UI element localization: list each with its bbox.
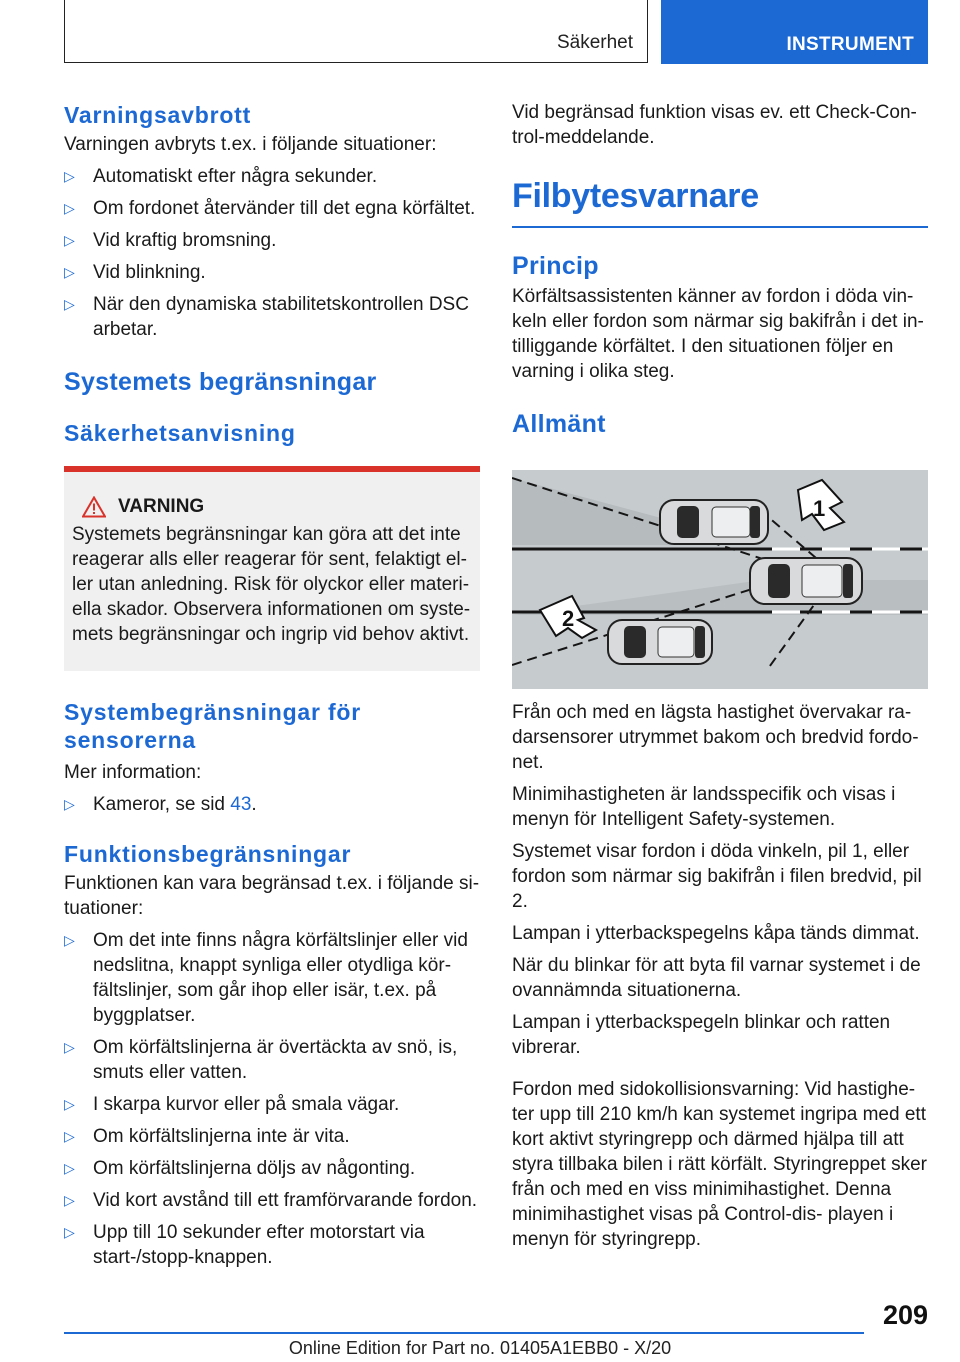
list-item: ▷ Kameror, se sid 43. [64, 792, 480, 817]
warning-text: Systemets begränsningar kan göra att det inte reagerar alls eller reagerar för sent, felaktigt el- ler utan anledning. Risk för olyckor eller materi- ella skador. Observera informationen om syste- mets begränsningar och ingrip vid behov aktivt. [72, 524, 471, 645]
warning-title: VARNING [118, 496, 205, 517]
left-column [64, 100, 480, 448]
header-section-label: Säkerhet [556, 32, 633, 53]
own-car [750, 558, 862, 604]
heading-sakerhetsanvisning: Säkerhetsanvisning [64, 420, 296, 446]
heading-princip: Princip [512, 252, 599, 280]
allmant-paragraph: Systemet visar fordon i döda vinkeln, pil 1, eller fordon som närmar sig bakifrån i filen bredvid, pil 2. [512, 841, 922, 912]
check-control-text: Vid begränsad funktion visas ev. ett Check-Con- trol-meddelande. [512, 102, 917, 148]
sensorer-intro: Mer information: [64, 762, 202, 783]
funktion-intro: Funktionen kan vara begränsad t.ex. i följande si- tuationer: [64, 873, 480, 919]
list-item: ▷ Upp till 10 sekunder efter motorstart via start-/stopp-knappen. [64, 1220, 480, 1270]
heading-funktionsbegransningar: Funktionsbegränsningar [64, 841, 352, 867]
heading-systemets-begransningar: Systemets begränsningar [64, 368, 377, 396]
varningsavbrott-intro: Varningen avbryts t.ex. i följande situationer: [64, 134, 437, 155]
footer-edition: Online Edition for Part no. 01405A1EBB0 - X/20 [288, 1338, 672, 1358]
arrow-1-label: 1 [813, 496, 826, 521]
list-item: ▷ Automatiskt efter några sekunder. [64, 164, 480, 189]
road-diagram [512, 470, 928, 689]
allmant-paragraph: När du blinkar för att byta fil varnar systemet i de ovannämnda situationerna. [512, 955, 921, 1001]
page-number: 209 [882, 1300, 928, 1330]
list-item: ▷ I skarpa kurvor eller på smala vägar. [64, 1092, 480, 1117]
car-in-blind-spot [660, 500, 768, 544]
list-item: ▷ Om fordonet återvänder till det egna körfältet. [64, 196, 480, 221]
header-chapter-tab[interactable] [661, 0, 928, 64]
warning-triangle-icon [82, 496, 106, 518]
list-item: ▷ Om det inte finns några körfältslinjer eller vid nedslitna, knappt synliga eller otydliga kör- fältslinjer, som går ihop eller isär, t.ex. på byggplatser. [64, 928, 480, 1028]
varningsavbrott-list [64, 164, 480, 342]
list-item: ▷ Om körfältslinjerna är övertäckta av snö, is, smuts eller vatten. [64, 1035, 480, 1085]
right-column-lower [512, 700, 928, 1252]
funktion-list [64, 928, 480, 1270]
list-item: ▷ När den dynamiska stabilitetskontrollen DSC arbetar. [64, 292, 480, 342]
left-column-lower [64, 698, 480, 1270]
page-reference-link[interactable]: 43 [230, 794, 252, 815]
list-item: ▷ Om körfältslinjerna döljs av någonting. [64, 1156, 480, 1181]
footer-divider [64, 1332, 864, 1334]
allmant-paragraph: Minimihastigheten är landsspecifik och visas i menyn för Intelligent Safety-systemen. [512, 784, 896, 830]
right-column [512, 100, 928, 440]
title-divider [512, 226, 928, 228]
header-chapter-label: INSTRUMENT [786, 34, 914, 55]
allmant-paragraph: Lampan i ytterbackspegeln blinkar och ratten vibrerar. [512, 1012, 891, 1058]
page-header [64, 0, 928, 64]
allmant-paragraph: Lampan i ytterbackspegelns kåpa tänds dimmat. [512, 923, 920, 944]
heading-varningsavbrott: Varningsavbrott [64, 102, 252, 128]
heading-allmant: Allmänt [512, 410, 606, 438]
list-item: ▷ Vid kraftig bromsning. [64, 228, 480, 253]
allmant-paragraph: Från och med en lägsta hastighet övervakar ra- darsensorer utrymmet bakom och bredvid fordo- net. [512, 702, 919, 773]
list-item: ▷ Om körfältslinjerna inte är vita. [64, 1124, 480, 1149]
list-item: ▷ Vid blinkning. [64, 260, 480, 285]
heading-filbytesvarnare: Filbytesvarnare [512, 177, 759, 215]
arrow-2-label: 2 [562, 606, 575, 631]
warning-box [64, 466, 480, 671]
lane-change-illustration [512, 470, 928, 689]
approaching-car [608, 620, 712, 664]
header-section-box [64, 0, 648, 63]
princip-text: Körfältsassistenten känner av fordon i döda vin- keln eller fordon som närmar sig bakifrån i det in- tilliggande körfältet. I den situationen följer en varning i olika steg. [512, 286, 924, 382]
allmant-paragraph: Fordon med sidokollisionsvarning: Vid hastighe- ter upp till 210 km/h kan systemet ingripa med ett kort aktivt styringrepp och därmed hjälpa till att styra tillbaka bilen i rätt körfält. Styringreppet sker från och med en viss minimihastighet. Denna minimihastighet visas på Control-dis- playen i menyn för styringrepp. [512, 1079, 928, 1250]
list-item: ▷ Vid kort avstånd till ett framförvarande fordon. [64, 1188, 480, 1213]
heading-sensorer: Systembegränsningar för sensorerna [64, 699, 362, 753]
